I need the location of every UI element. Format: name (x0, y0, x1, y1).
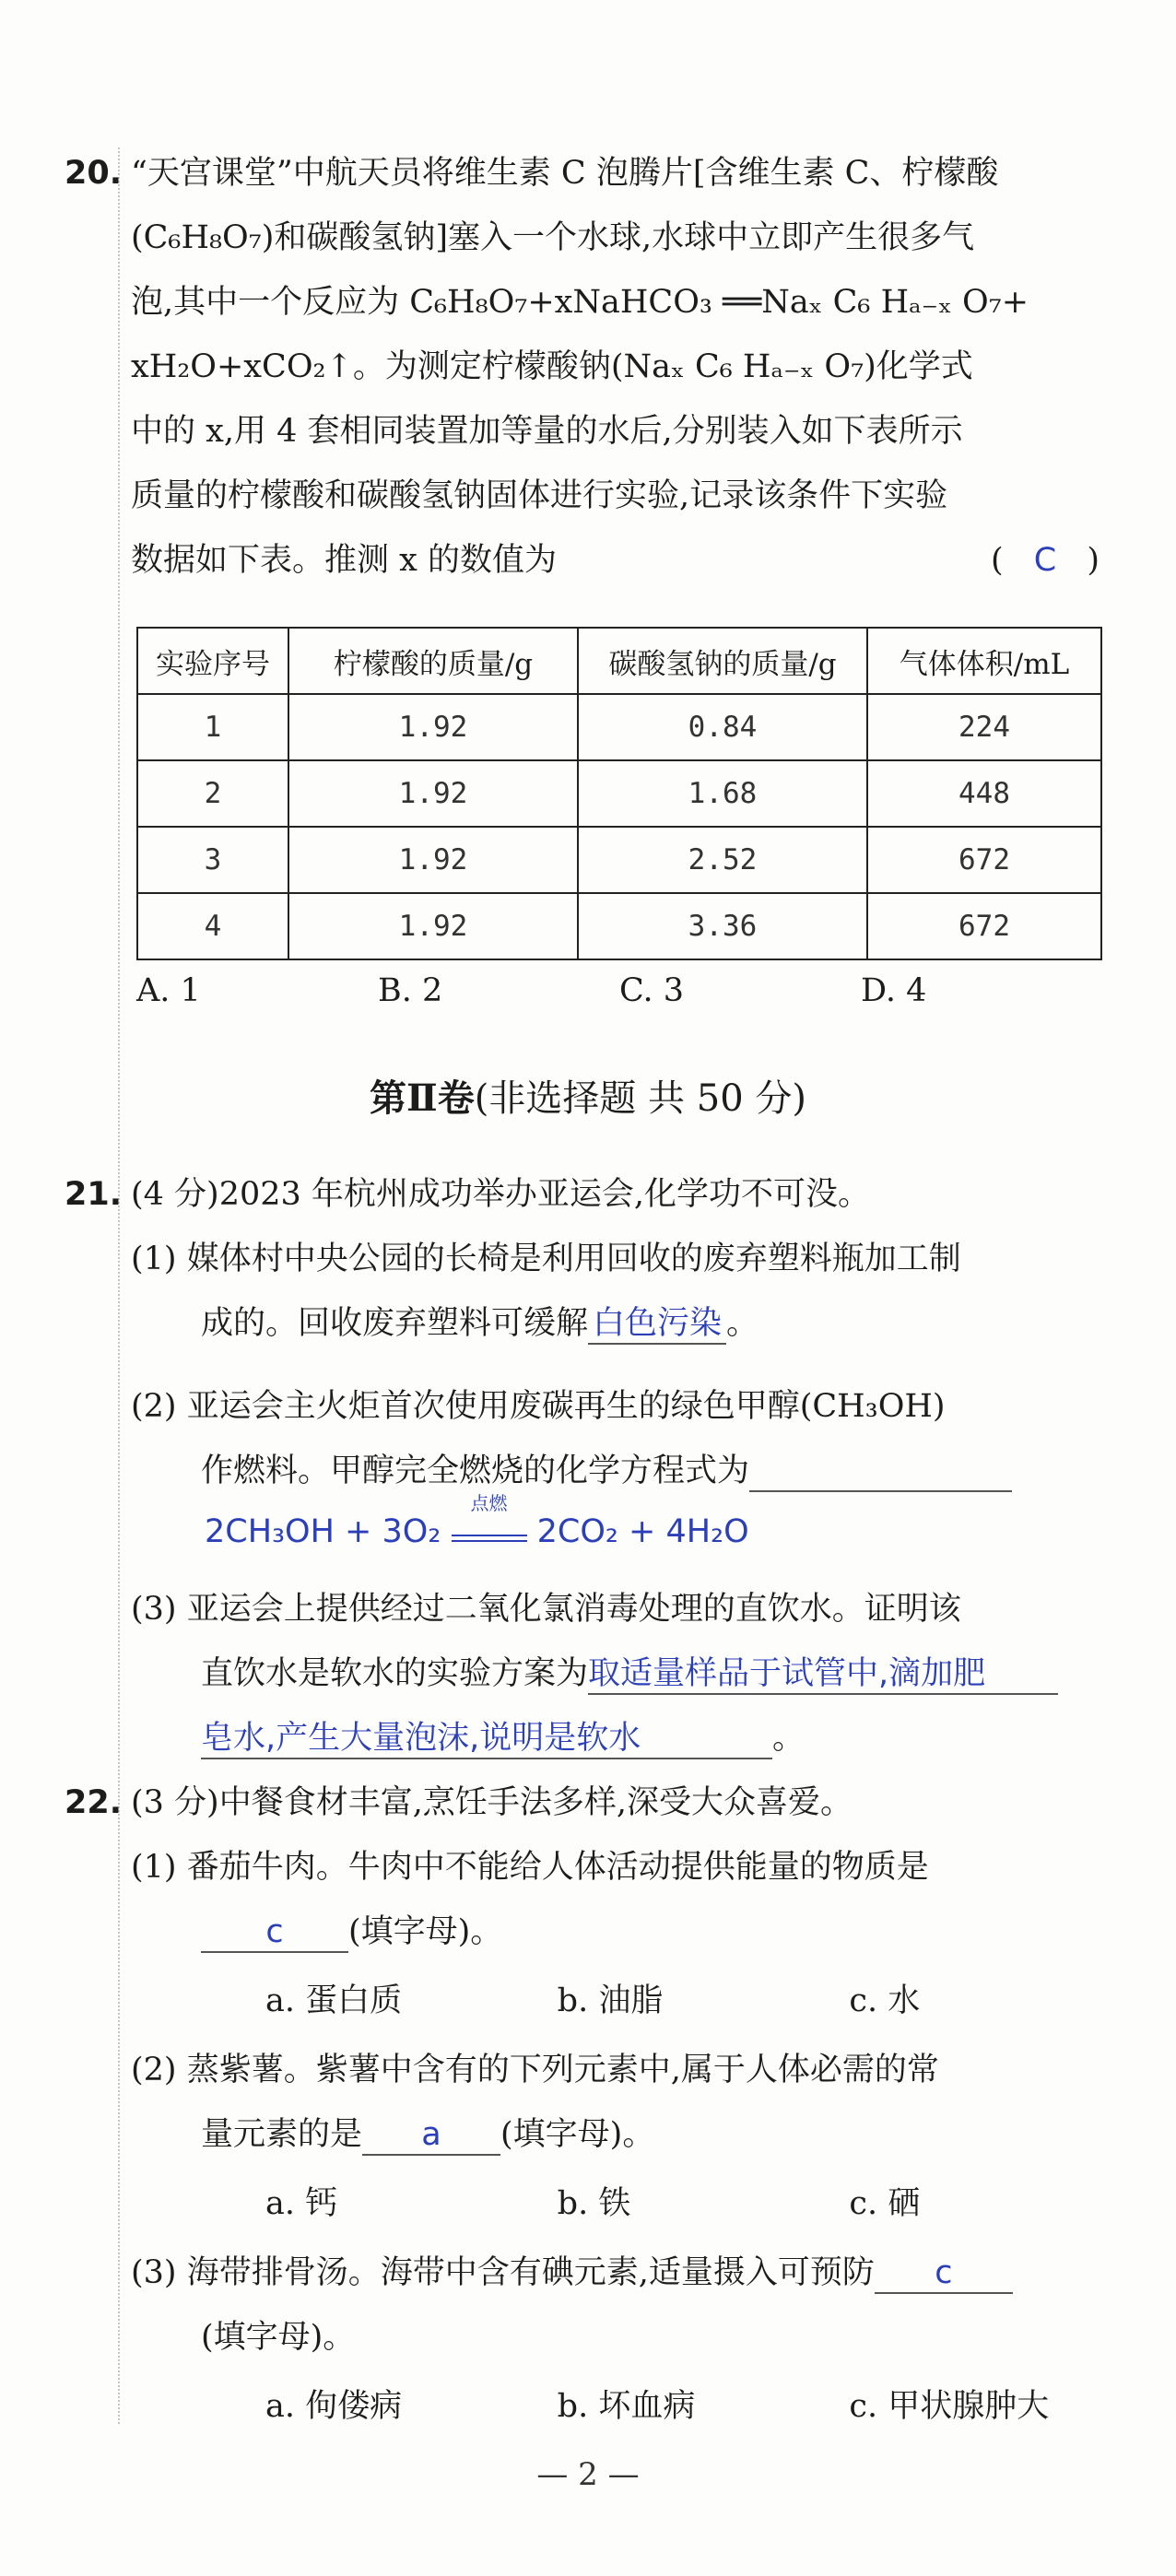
q22-p3-line2: (填字母)。 (201, 2319, 356, 2356)
q21-p3-line3: 皂水,产生大量泡沫,说明是软水 。 (201, 1703, 805, 1774)
table-row (137, 827, 1101, 893)
q20-line-4: xH₂O+xCO₂↑。为测定柠檬酸钠(Naₓ C₆ Hₐ₋ₓ O₇)化学式 (131, 348, 973, 385)
option-b: B. 2 (378, 972, 443, 1009)
table-cell: 1.68 (578, 760, 867, 827)
table-header: 柠檬酸的质量/g (288, 628, 578, 694)
table-header: 气体体积/mL (867, 628, 1101, 694)
option-b: b. 铁 (557, 2185, 631, 2222)
q22-p1-answer: c (201, 1912, 348, 1953)
q20-line-3: 泡,其中一个反应为 C₆H₈O₇+xNaHCO₃ ══Naₓ C₆ Hₐ₋ₓ O₇+ (131, 284, 1029, 321)
table-cell: 672 (867, 827, 1101, 893)
binding-line (118, 147, 120, 2424)
q21-p1-line1: (1) 媒体村中央公园的长椅是利用回收的废弃塑料瓶加工制 (131, 1241, 961, 1277)
q22-p3-answer: c (875, 2253, 1013, 2294)
table-cell: 3 (137, 827, 288, 893)
page-number: — 2 — (536, 2456, 640, 2493)
table-cell: 2.52 (578, 827, 867, 893)
table-cell: 448 (867, 760, 1101, 827)
option-a: a. 钙 (265, 2185, 338, 2222)
reaction-arrow (452, 1492, 527, 1542)
table-row (137, 694, 1101, 760)
section-title: 第Ⅱ卷 (370, 1076, 475, 1120)
q22-p3-line1: (3) 海带排骨汤。海带中含有碘元素,适量摄入可预防 c (131, 2238, 1013, 2309)
table-cell: 1 (137, 694, 288, 760)
q22-p3-options (265, 2371, 1141, 2442)
q22-p2-options (265, 2169, 1141, 2240)
q21-number: 21. (65, 1176, 123, 1213)
q20-line-1: 20. “天宫课堂”中航天员将维生素 C 泡腾片[含维生素 C、柠檬酸 (65, 138, 998, 209)
option-d: D. 4 (861, 972, 927, 1009)
option-c: C. 3 (619, 972, 685, 1009)
q22-p2-answer: a (362, 2115, 500, 2156)
q22-p1-options (265, 1966, 1141, 2037)
table-cell: 4 (137, 893, 288, 959)
table-header: 碳酸氢钠的质量/g (578, 628, 867, 694)
section-subtitle: (非选择题 共 50 分) (474, 1077, 806, 1120)
table-cell: 2 (137, 760, 288, 827)
table-cell: 224 (867, 694, 1101, 760)
option-c: c. 水 (849, 1982, 921, 2019)
q21-p2-blank (749, 1452, 1012, 1492)
equals-sign (452, 1535, 527, 1542)
q21-p2-answer: 2CH₃OH + 3O₂ 点燃 2CO₂ + 4H₂O (205, 1492, 749, 1550)
section-heading (0, 1069, 1176, 1122)
q21-p2-line1: (2) 亚运会主火炬首次使用废碳再生的绿色甲醇(CH₃OH) (131, 1388, 946, 1425)
q21-p2-line2: 作燃料。甲醇完全燃烧的化学方程式为 (201, 1436, 1012, 1507)
option-b: b. 坏血病 (557, 2388, 696, 2425)
option-a: a. 蛋白质 (265, 1982, 403, 2019)
table-cell: 0.84 (578, 694, 867, 760)
option-b: b. 油脂 (557, 1982, 664, 2019)
q21-p3-answer-2: 皂水,产生大量泡沫,说明是软水 (201, 1719, 772, 1759)
table-header: 实验序号 (137, 628, 288, 694)
q21-p3-line1: (3) 亚运会上提供经过二氧化氯消毒处理的直饮水。证明该 (131, 1591, 961, 1628)
q22-p2-line1: (2) 蒸紫薯。紫薯中含有的下列元素中,属于人体必需的常 (131, 2052, 939, 2088)
q20-answer: C (1033, 542, 1057, 579)
table-cell: 672 (867, 893, 1101, 959)
q21-p3-answer-1: 取适量样品于试管中,滴加肥 (588, 1654, 1058, 1695)
q21-stem: 21. (4 分)2023 年杭州成功举办亚运会,化学功不可没。 (65, 1159, 870, 1230)
q20-number: 20. (65, 155, 123, 192)
option-a: A. 1 (136, 972, 201, 1009)
table-cell: 1.92 (288, 760, 578, 827)
table-cell: 1.92 (288, 827, 578, 893)
q21-p3-line2: 直饮水是软水的实验方案为取适量样品于试管中,滴加肥 (201, 1639, 1058, 1710)
q21-p1-line2: 成的。回收废弃塑料可缓解 白色污染 。 (201, 1288, 759, 1359)
q20-line-6: 质量的柠檬酸和碳酸氢钠固体进行实验,记录该条件下实验 (131, 477, 948, 514)
q22-number: 22. (65, 1784, 123, 1821)
q20-data-table (136, 627, 1102, 960)
q20-line-7: 数据如下表。推测 x 的数值为 (131, 542, 557, 579)
table-row (137, 893, 1101, 959)
table-cell: 1.92 (288, 893, 578, 959)
q22-p1-line2: c (填字母)。 (201, 1897, 502, 1968)
q21-p2-condition: 点燃 (470, 1492, 508, 1514)
table-cell: 1.92 (288, 694, 578, 760)
option-c: c. 硒 (849, 2185, 921, 2222)
q20-answer-bracket: ( C ) (991, 542, 1100, 579)
q22-p2-line2: 量元素的是 a (填字母)。 (201, 2100, 654, 2170)
q21-p1-answer: 白色污染 (588, 1304, 726, 1345)
option-a: a. 佝偻病 (265, 2388, 403, 2425)
q20-options (136, 972, 1102, 1009)
option-c: c. 甲状腺肿大 (849, 2388, 1050, 2425)
q22-p1-line1: (1) 番茄牛肉。牛肉中不能给人体活动提供能量的物质是 (131, 1849, 929, 1886)
q20-line-2: (C₆H₈O₇)和碳酸氢钠]塞入一个水球,水球中立即产生很多气 (131, 219, 975, 256)
table-header-row (137, 628, 1101, 694)
table-cell: 3.36 (578, 893, 867, 959)
q20-line-5: 中的 x,用 4 套相同装置加等量的水后,分别装入如下表所示 (131, 413, 963, 450)
table-row (137, 760, 1101, 827)
q22-stem: 22. (3 分)中餐食材丰富,烹饪手法多样,深受大众喜爱。 (65, 1768, 853, 1839)
